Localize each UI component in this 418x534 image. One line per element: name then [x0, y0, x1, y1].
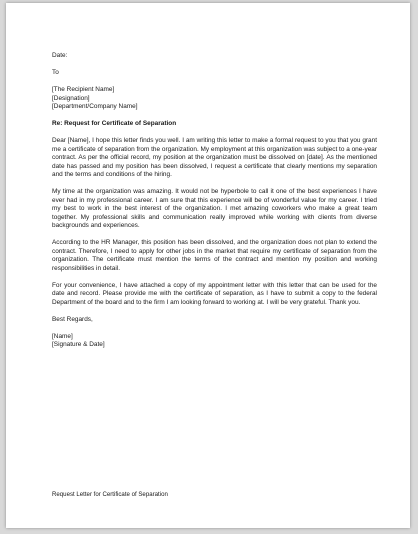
recipient-designation: [Designation] [52, 94, 90, 102]
paragraph-4: For your convenience, I have attached a copy of my appointment letter with this letter that can be used for the date and record. Please provide me with the certificate of separation, as I have to submit a copy to the federal Department of the board and to the firm I am looking forward to working at. I will be very grateful. Thank you. [52, 281, 377, 306]
recipient-name: [The Recipient Name] [52, 86, 115, 93]
recipient-department: [Department/Company Name] [52, 103, 138, 110]
footer-caption: Request Letter for Certificate of Separation [52, 491, 168, 498]
signature-name: [Name] [52, 332, 73, 340]
document-page [6, 3, 410, 528]
to-label: To [52, 69, 59, 76]
closing: Best Regards, [52, 315, 93, 323]
paragraph-3: According to the HR Manager, this position has been dissolved, and the organization does not plan to extend the contract. Therefore, I need to apply for other jobs in the market that require my certificate of separation from the organization. The certificate must mention the terms of the contract and mention my position and working responsibilities in detail. [52, 239, 377, 272]
date-label: Date: [52, 52, 68, 59]
letter-subject: Re: Request for Certificate of Separation [52, 120, 177, 127]
signature-date: [Signature & Date] [52, 341, 105, 348]
paragraph-2: My time at the organization was amazing. It would not be hyperbole to call it one of the best experiences I have ever had in my professional career. I am sure that this experience will be of wonderful value for my career. I tried my best to work in the best interest of the organization. I met amazing coworkers who make a great team together. My professional skills and communication really improved while working with clients from diverse backgrounds and experiences. [52, 188, 377, 229]
paragraph-1: Dear [Name], I hope this letter finds you well. I am writing this letter to make a formal request to you that you grant me a certificate of separation from the organization. My employment at this organization was subject to a one-year contract. As per the official record, my position at the organization must be dissolved on [date]. As the mentioned date has passed and my position has been dissolved, I request a certificate that clearly mentions my separation and the terms and conditions of the hiring. [52, 137, 377, 178]
letter-body [52, 52, 377, 350]
